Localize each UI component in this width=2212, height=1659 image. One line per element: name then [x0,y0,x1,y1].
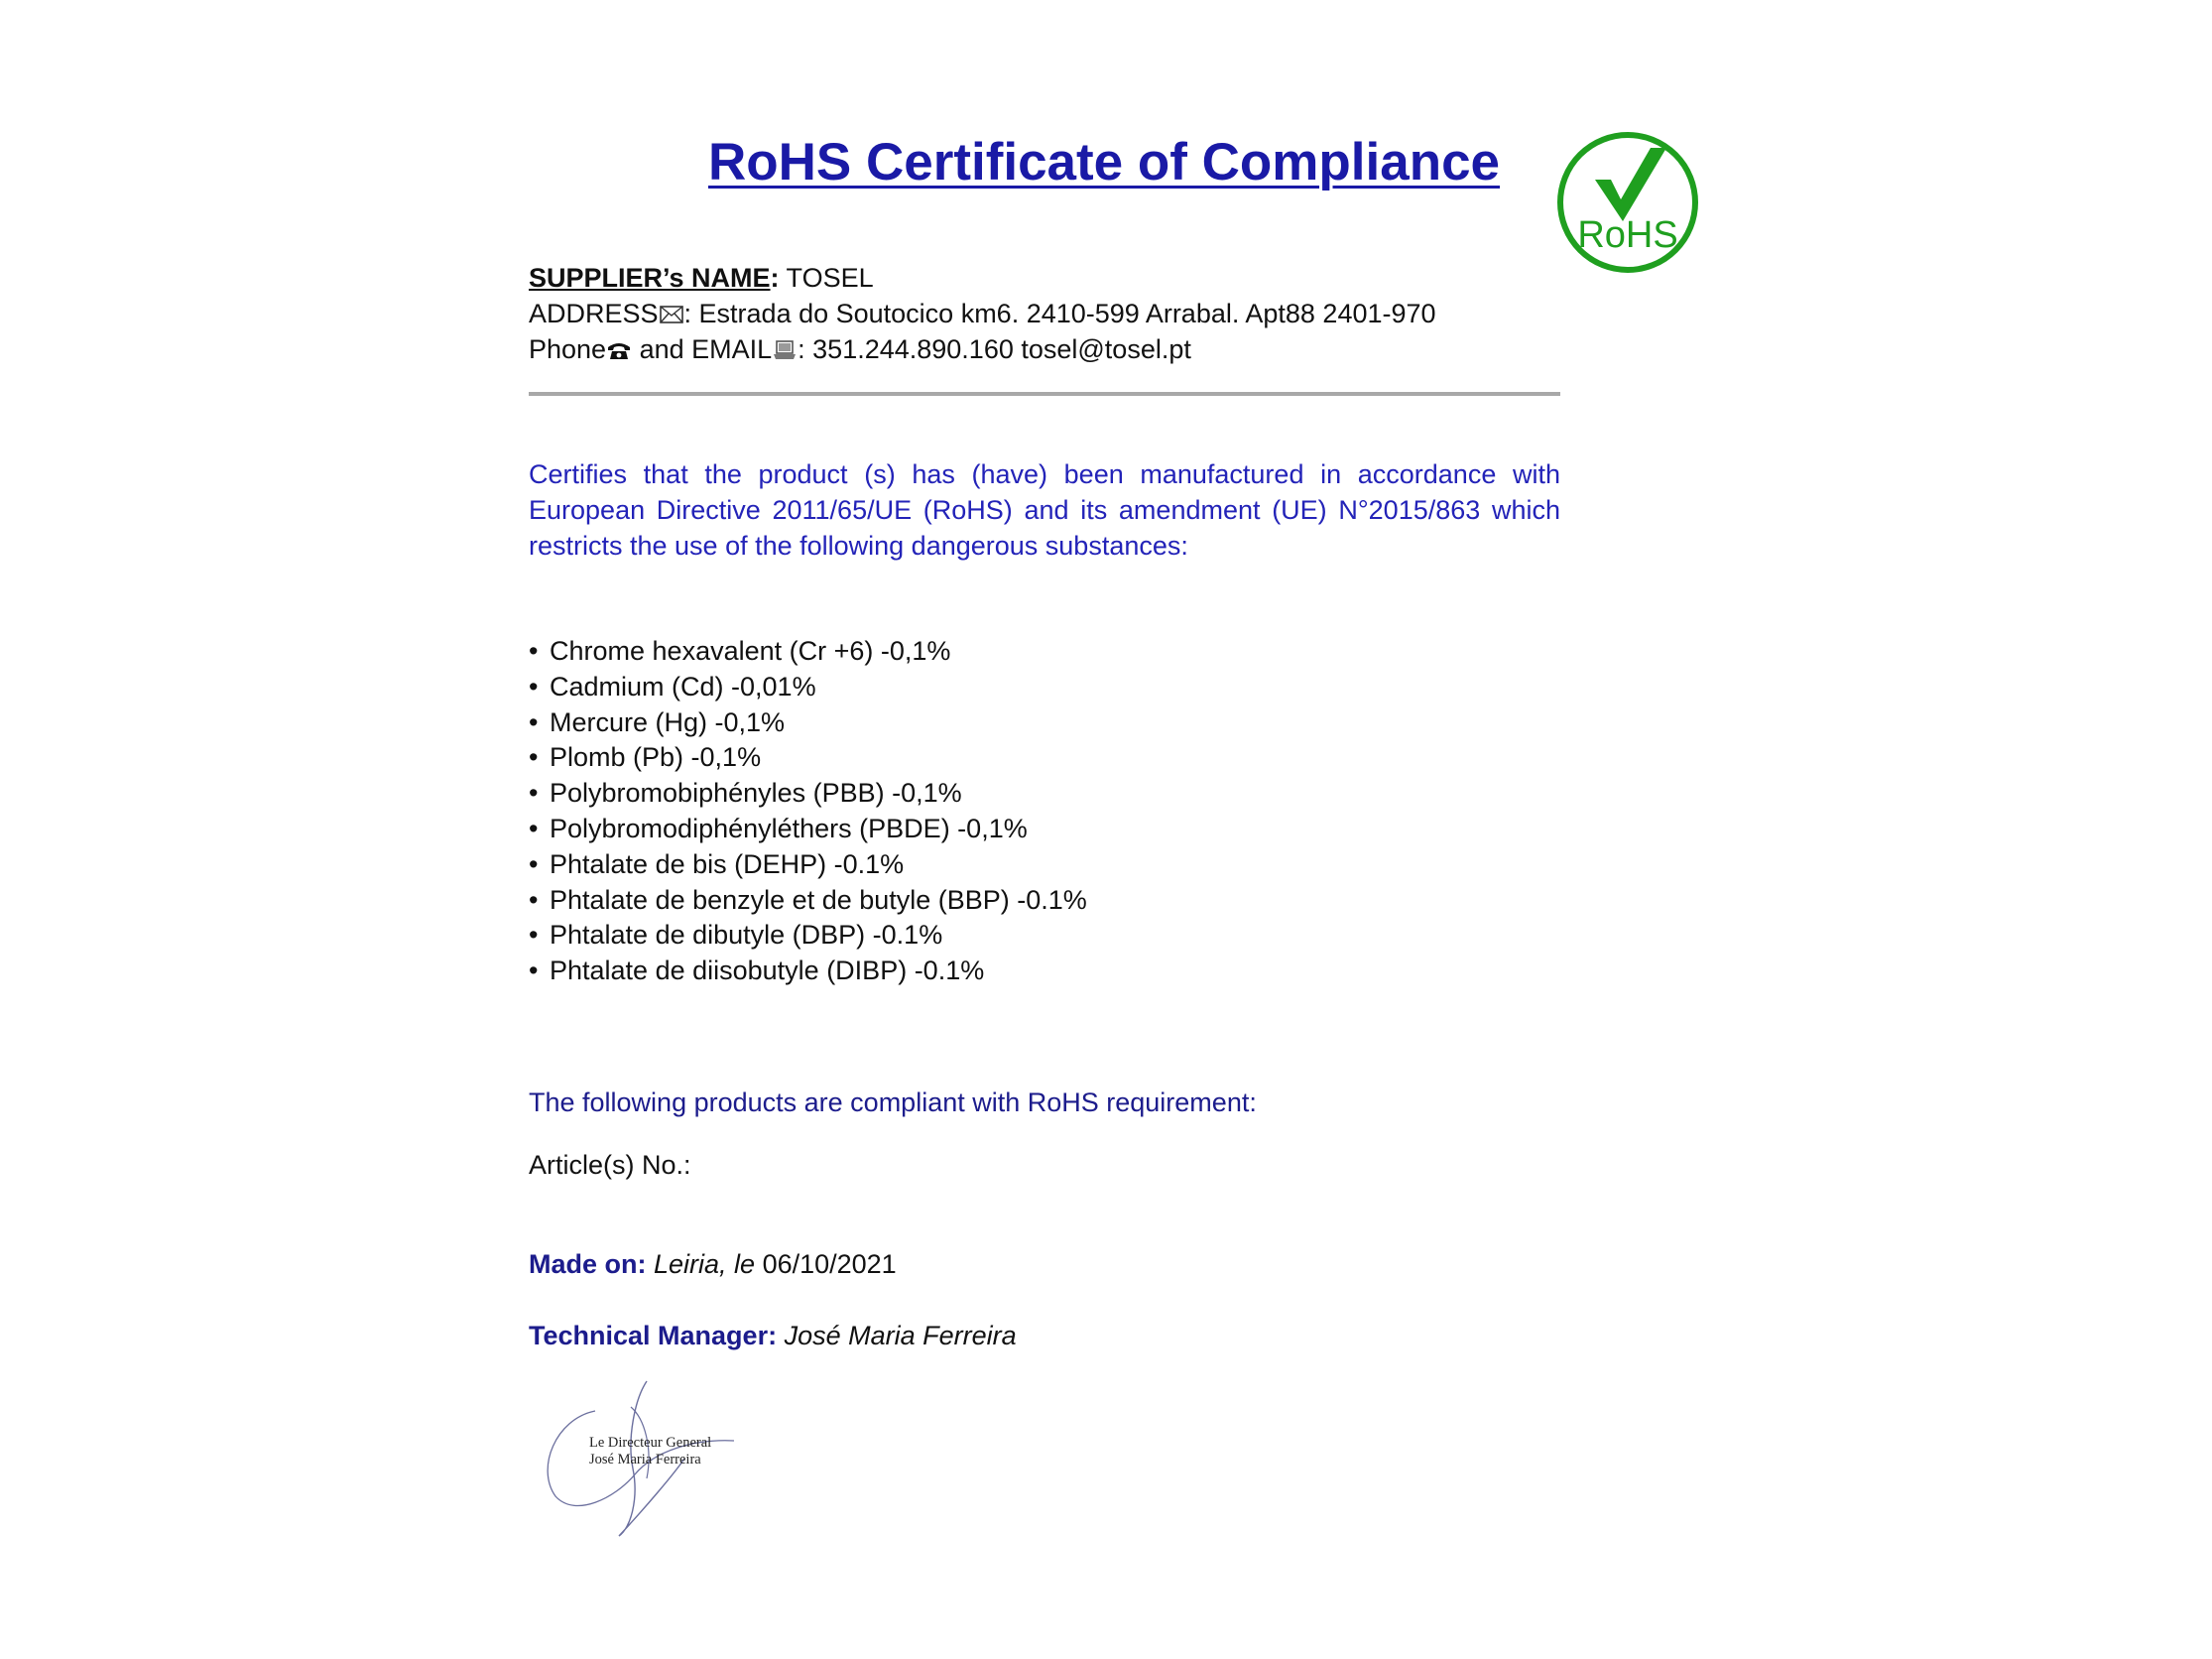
supplier-block [529,260,1436,367]
made-on-label: Made on: [529,1249,647,1279]
email-label: and EMAIL [632,334,773,364]
made-on-line [529,1246,897,1282]
list-item: • Phtalate de diisobutyle (DIBP) -0.1% [529,956,985,986]
address-value: : Estrada do Soutocico km6. 2410-599 Arrabal. Apt88 2401-970 [683,299,1436,328]
made-on-place: Leiria, le [646,1249,756,1279]
article-number-label: Article(s) No.: [529,1150,691,1180]
telephone-icon [606,334,632,356]
address-line [529,296,1436,331]
envelope-icon [659,299,684,320]
list-item: • Phtalate de benzyle et de butyle (BBP) -0.1% [529,884,1087,915]
technical-manager-line [529,1318,1017,1353]
rohs-logo-text: RoHS [1577,214,1678,256]
address-label: ADDRESS [529,299,659,328]
compliant-statement: The following products are compliant with RoHS requirement: [529,1087,1257,1117]
list-item: • Cadmium (Cd) -0,01% [529,671,816,702]
list-item: • Polybromobiphényles (PBB) -0,1% [529,778,962,809]
list-item: • Plomb (Pb) -0,1% [529,742,762,773]
list-item: • Polybromodiphényléthers (PBDE) -0,1% [529,813,1028,843]
list-item: • Phtalate de dibutyle (DBP) -0.1% [529,920,943,951]
supplier-name-sep: : [770,263,780,293]
stamp-line-name: José Maria Ferreira [589,1452,701,1468]
rohs-logo [1555,130,1700,275]
substances-list [529,634,1087,989]
phone-label: Phone [529,334,607,364]
technical-manager-label: Technical Manager: [529,1321,778,1350]
supplier-name-value: TOSEL [779,263,874,293]
section-divider [529,392,1560,396]
list-item: • Phtalate de bis (DEHP) -0.1% [529,848,905,879]
contact-value: : 351.244.890.160 tosel@tosel.pt [798,334,1191,364]
page-title: RoHS Certificate of Compliance [707,133,1501,191]
made-on-date: 06/10/2021 [755,1249,897,1279]
signature-stamp [589,1435,711,1468]
technical-manager-name: José Maria Ferreira [777,1321,1017,1350]
stamp-line-title: Le Directeur General [589,1435,712,1451]
checkmark-circle-icon [1555,130,1700,275]
contact-line [529,331,1436,367]
supplier-name-line [529,260,1436,296]
list-item: • Chrome hexavalent (Cr +6) -0,1% [529,636,951,666]
certifies-paragraph: Certifies that the product (s) has (have) been manufactured in accordance with European Directive 2011/65/UE (RoHS) and its amendment (UE) N°2015/863 which restricts the use of the following dangerous substances: [529,459,1560,561]
computer-icon [772,334,798,356]
list-item: • Mercure (Hg) -0,1% [529,706,786,737]
supplier-name-label: SUPPLIER’s NAME [529,263,771,293]
